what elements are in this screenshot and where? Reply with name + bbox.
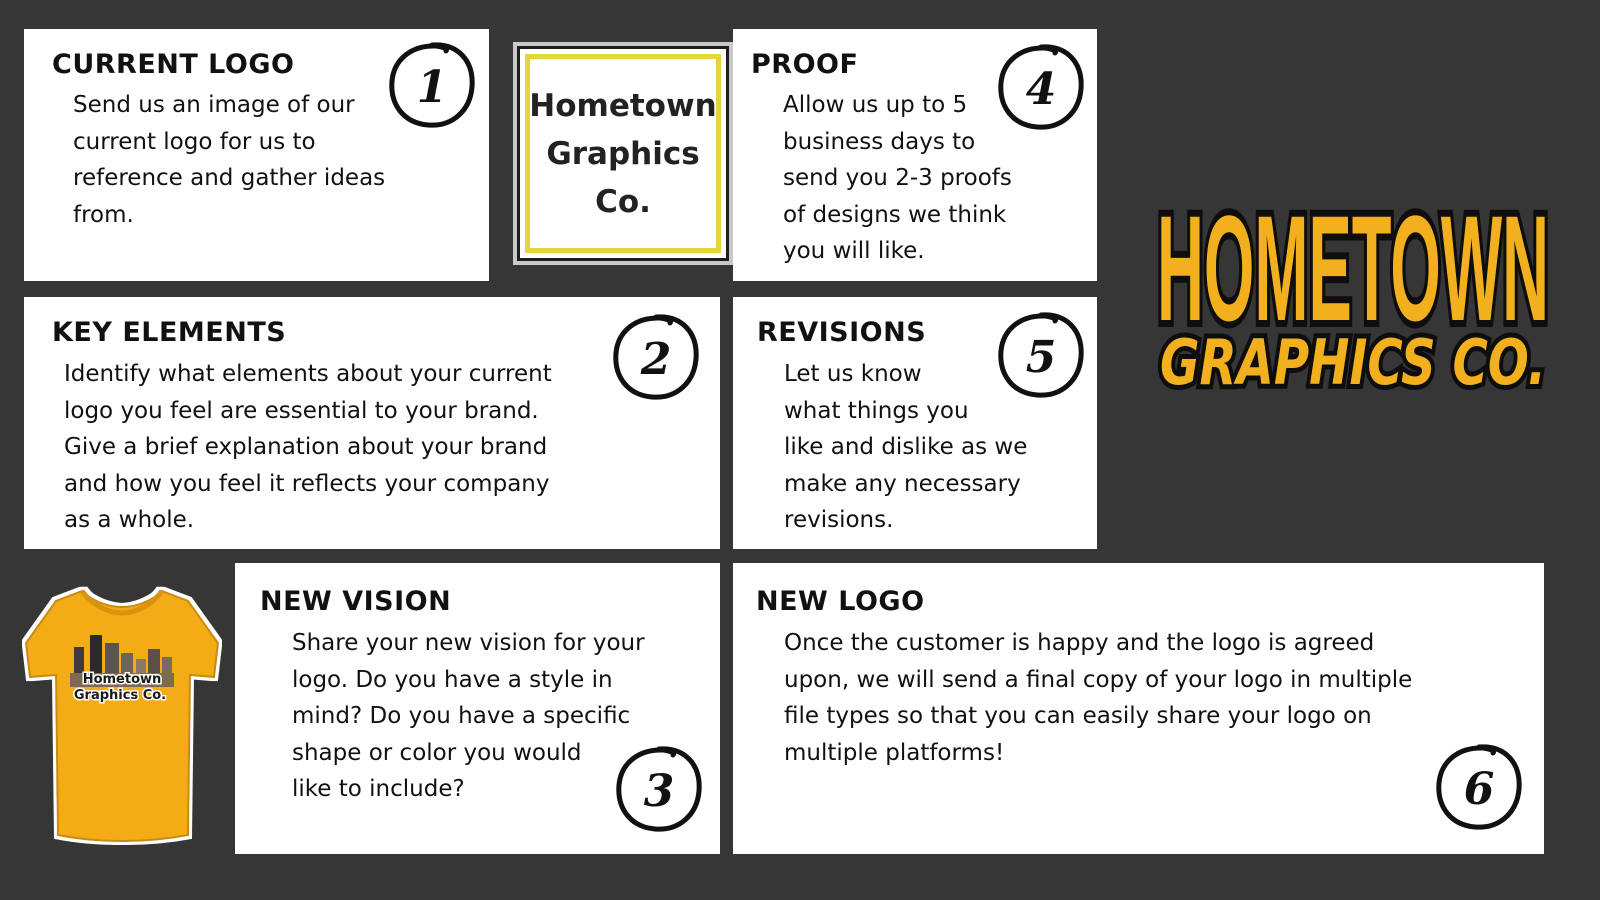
description-line: business days to <box>783 128 976 155</box>
step-number: 6 <box>1463 764 1495 815</box>
number-circle-icon <box>1433 741 1525 833</box>
framed-logo-inner <box>525 54 721 253</box>
step-card-key-elements <box>24 297 720 549</box>
description-line: Once the customer is happy and the logo is agreed <box>784 630 1375 656</box>
step-card-new-logo <box>733 563 1544 854</box>
step-description <box>784 625 1412 771</box>
description-line: shape or color you would <box>292 739 582 766</box>
step-number: 5 <box>1025 332 1057 383</box>
step-description <box>783 87 1012 270</box>
description-line: like to include? <box>292 776 465 802</box>
step-number: 1 <box>416 62 448 113</box>
step-title: NEW LOGO <box>756 586 925 617</box>
number-circle-icon <box>386 39 478 131</box>
wordmark-line-1: HOMETOWN <box>1157 198 1549 352</box>
description-line: Allow us up to 5 <box>783 92 968 118</box>
description-line: Identify what elements about your current <box>64 361 552 387</box>
description-line: reference and gather ideas <box>73 165 386 191</box>
tshirt-image <box>20 583 225 851</box>
description-line: and how you feel it reflects your company <box>64 470 550 497</box>
number-circle-icon <box>610 311 702 403</box>
description-line: Send us an image of our <box>73 92 355 118</box>
description-line: upon, we will send a final copy of your logo in multiple <box>784 666 1413 693</box>
framed-logo-line: Co. <box>595 183 651 220</box>
step-card-new-vision <box>235 563 720 854</box>
number-circle-icon <box>613 743 705 835</box>
step-card-revisions <box>733 297 1097 549</box>
description-line: mind? Do you have a specific <box>292 703 631 729</box>
description-line: Let us know <box>784 361 922 387</box>
description-line: as a whole. <box>64 507 195 533</box>
framed-logo-text <box>529 82 716 226</box>
tshirt-text-line-1: Hometown <box>82 672 162 687</box>
step-title: REVISIONS <box>757 317 927 348</box>
step-title: PROOF <box>751 49 859 80</box>
step-title: NEW VISION <box>260 586 452 617</box>
description-line: of designs we think <box>783 201 1007 228</box>
description-line: logo. Do you have a style in <box>292 666 613 693</box>
framed-logo-line: Graphics <box>546 135 700 172</box>
tshirt-text-line-2: Graphics Co. <box>73 688 167 703</box>
step-description <box>73 87 385 233</box>
description-line: multiple platforms! <box>784 739 1005 766</box>
step-number: 3 <box>643 766 675 817</box>
step-number: 2 <box>640 334 672 385</box>
brand-wordmark <box>1148 198 1558 403</box>
step-title: KEY ELEMENTS <box>52 317 287 348</box>
step-description <box>64 356 552 539</box>
description-line: Give a brief explanation about your brand <box>64 434 548 460</box>
framed-logo <box>513 42 733 265</box>
description-line: you will like. <box>783 238 925 264</box>
description-line: make any necessary <box>784 470 1021 497</box>
step-number: 4 <box>1025 64 1057 115</box>
description-line: like and dislike as we <box>784 434 1028 460</box>
step-title: CURRENT LOGO <box>52 49 295 80</box>
description-line: revisions. <box>784 507 894 533</box>
description-line: what things you <box>784 397 969 424</box>
description-line: send you 2-3 proofs <box>783 165 1012 191</box>
step-card-current-logo <box>24 29 489 281</box>
number-circle-icon <box>995 309 1087 401</box>
number-circle-icon <box>995 41 1087 133</box>
description-line: current logo for us to <box>73 128 316 155</box>
framed-logo-line: Hometown <box>529 87 717 124</box>
description-line: Share your new vision for your <box>292 630 645 656</box>
description-line: logo you feel are essential to your brand. <box>64 397 539 424</box>
step-description <box>784 356 1027 539</box>
description-line: file types so that you can easily share your logo on <box>784 703 1372 729</box>
step-card-proof <box>733 29 1097 281</box>
description-line: from. <box>73 201 134 228</box>
step-description <box>292 625 645 808</box>
wordmark-line-2: GRAPHICS CO. <box>1160 326 1546 399</box>
framed-logo-border <box>517 46 729 261</box>
